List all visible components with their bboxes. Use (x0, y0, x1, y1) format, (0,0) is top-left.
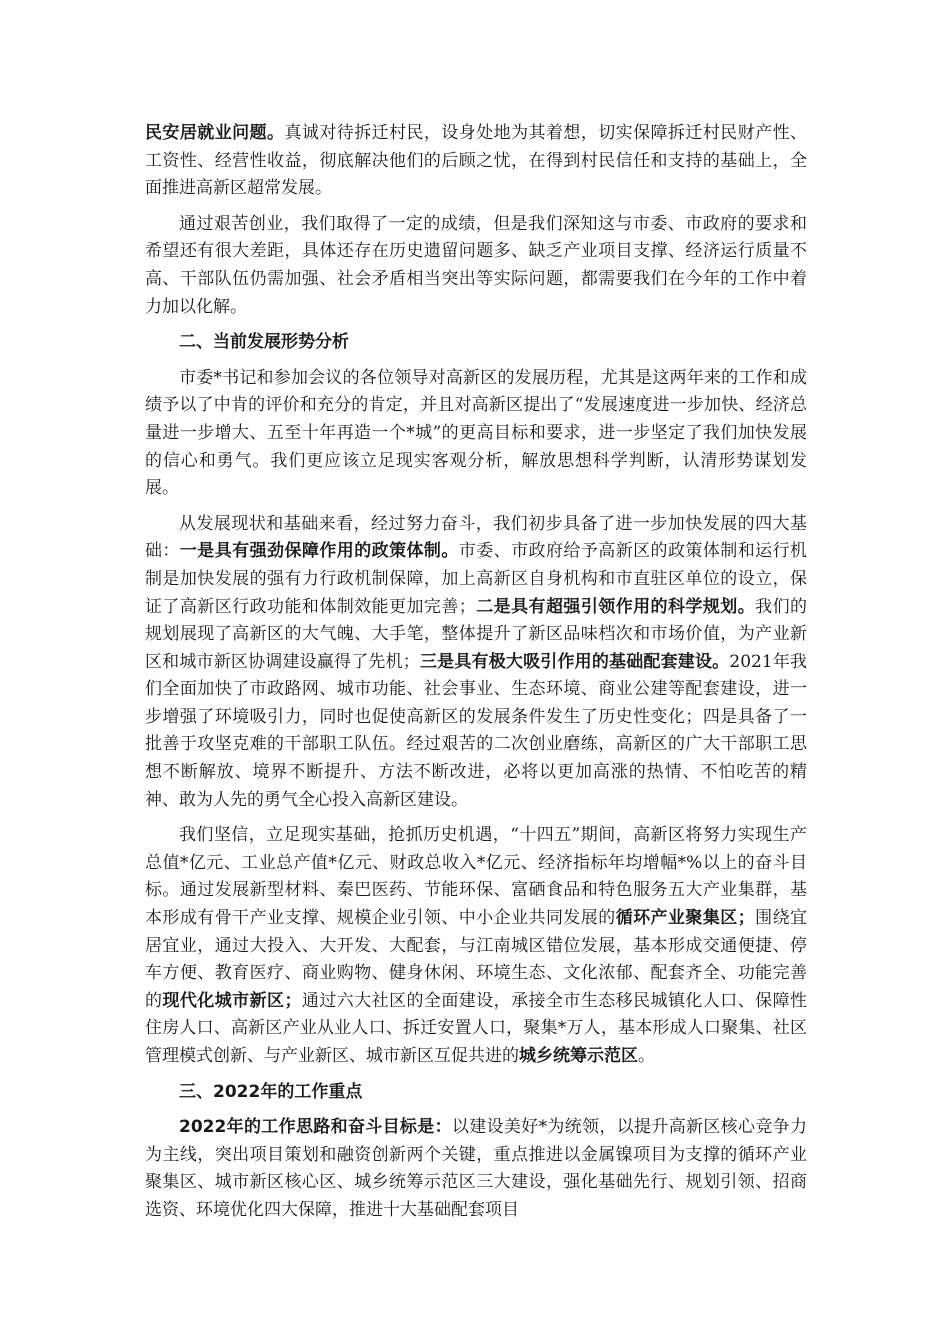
bold-phrase: 二是具有超强引领作用的科学规划。 (475, 596, 756, 617)
paragraph-achievements (145, 211, 807, 321)
bold-phrase: 民安居就业问题。 (145, 123, 285, 143)
paragraph-text: 通过艰苦创业，我们取得了一定的成绩，但是我们深知这与市委、市政府的要求和希望还有很大差距，具体还存在历史遗留问题多、缺乏产业项目支撑、经济运行质量不高、干部队伍仍需加强、社会矛盾相当突出等实际问题，都需要我们在今年的工作中着力加以化解。 (145, 213, 807, 317)
bold-phrase: 三是具有极大吸引作用的基础配套建设。 (419, 651, 730, 672)
bold-phrase: 一是具有强劲保障作用的政策体制。 (179, 541, 459, 562)
bold-phrase: 现代化城市新区； (162, 990, 302, 1011)
paragraph-text: 从发展现状和基础来看，经过努力奋斗，我们初步具备了进一步加快发展的四大基础： (145, 513, 807, 562)
paragraph-text: 以建设美好*为统领，以提升高新区核心竞争力为主线，突出项目策划和融资创新两个关键，重点推进以金属镍项目为支撑的循环产业聚集区、城市新区核心区、城乡统筹示范区三大建设，强化基础先行、规划引领、招商选资、环境优化四大保障，推进十大基础配套项目 (145, 1117, 807, 1220)
paragraph-text: 我们的规划展现了高新区的大气魄、大手笔，整体提升了新区品味档次和市场价值，为产业新区和城市新区协调建设赢得了先机； (145, 596, 808, 672)
paragraph-text: 真诚对待拆迁村民，设身处地为其着想，切实保障拆迁村民财产性、工资性、经营性收益，彻底解决他们的后顾之忧，在得到村民信任和支持的基础上，全面推进高新区超常发展。 (145, 123, 808, 199)
paragraph-text: 市委*书记和参加会议的各位领导对高新区的发展历程，尤其是这两年来的工作和成绩予以了中肯的评价和充分的肯定，并且对高新区提出了“发展速度进一步加快、经济总量进一步增大、五至十年再造一个*城”的更高目标和要求，进一步坚定了我们加快发展的信心和勇气。我们更应该立足现实客观分析，解放思想科学判断，认清形势谋划发展。 (145, 367, 807, 499)
bold-phrase: 2022年的工作思路和奋斗目标是： (179, 1117, 452, 1138)
paragraph-resettlement (145, 120, 807, 203)
section-heading-2: 二、当前发展形势分析 (179, 332, 349, 353)
paragraph-text: 我们坚信，立足现实基础，抢抓历史机遇，“十四五”期间，高新区将努力实现生产总值*亿元、工业总产值*亿元、财政总收入*亿元、经济指标年均增幅*%以上的奋斗目标。通过发展新型材料、秦巴医药、节能环保、富硒食品和特色服务五大产业集群，基本形成有骨干产业支撑、规模企业引领、中小企业共同发展的 (145, 825, 807, 929)
paragraph-four-foundations (145, 511, 807, 815)
paragraph-text: 2021年我们全面加快了市政路网、城市功能、社会事业、生态环境、商业公建等配套建设，进一步增强了环境吸引力，同时也促使高新区的发展条件发生了历史性变化；四是具备了一批善于攻坚克难的干部职工队伍。经过艰苦的二次创业磨练，高新区的广大干部职工思想不断解放、境界不断提升、方法不断改进，必将以更加高涨的热情、不怕吃苦的精神、敢为人先的勇气全心投入高新区建设。 (145, 651, 808, 810)
paragraph-text: 。 (638, 1046, 655, 1066)
bold-phrase: 循环产业聚集区； (615, 908, 755, 929)
paragraph-text: 围绕宜居宜业，通过大投入、大开发、大配套，与江南城区错位发展，基本形成交通便捷、停车方便、教育医疗、商业购物、健身休闲、环境生态、文化浓郁、配套齐全、功能完善的 (145, 908, 808, 1011)
document-page (145, 120, 807, 1233)
paragraph-goals (145, 822, 807, 1070)
paragraph-work-plan (145, 1114, 807, 1224)
paragraph-leaders-evaluation (145, 365, 807, 503)
paragraph-text: 通过六大社区的全面建设，承接全市生态移民城镇化人口、保障性住房人口、高新区产业从业人口、拆迁安置人口，聚集*万人，基本形成人口聚集、社区管理模式创新、与产业新区、城市新区互促共进的 (145, 990, 808, 1066)
paragraph-text: 市委、市政府给予高新区的政策体制和运行机制是加快发展的强有力行政机制保障，加上高新区自身机构和市直驻区单位的设立，保证了高新区行政功能和体制效能更加完善； (145, 541, 808, 617)
bold-phrase: 城乡统筹示范区 (519, 1046, 638, 1066)
section-heading-3: 三、2022年的工作重点 (179, 1081, 363, 1102)
